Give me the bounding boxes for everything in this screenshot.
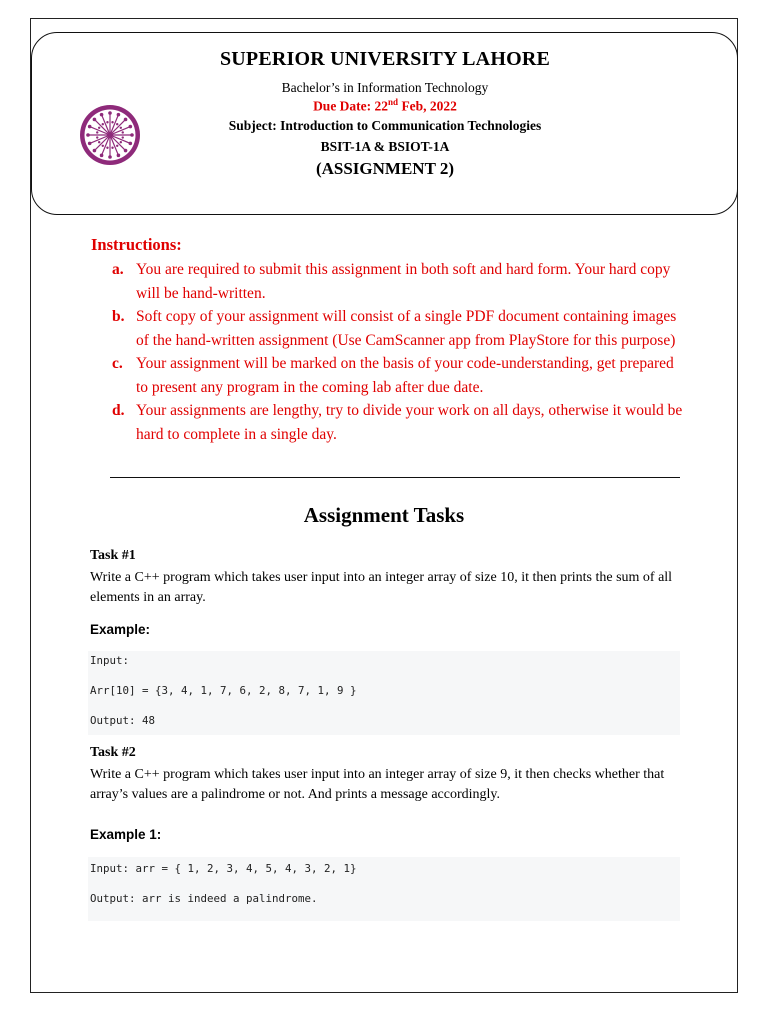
task1-heading: Task #1 (90, 548, 136, 563)
instruction-item (106, 305, 686, 352)
instruction-text: Your assignments are lengthy, try to divide your work on all days, otherwise it would be hard to complete in a single day. (136, 402, 683, 443)
instruction-text: You are required to submit this assignment in both soft and hard form. Your hard copy will be hand-written. (136, 261, 671, 302)
due-date-prefix: Due Date: 22 (313, 98, 389, 114)
program-name: Bachelor’s in Information Technology (281, 80, 489, 95)
class-sections: BSIT-1A & BSIOT-1A (320, 139, 450, 154)
due-date-suffix: Feb, 2022 (398, 98, 457, 114)
due-date (120, 97, 650, 115)
task1-code-block (88, 651, 680, 735)
task1-example-label: Example: (90, 622, 151, 637)
subject-line: Subject: Introduction to Communication Technologies (228, 118, 542, 133)
instruction-letter: a. (112, 261, 124, 278)
instructions-title: Instructions: (91, 235, 182, 254)
instruction-text: Your assignment will be marked on the basis of your code-understanding, get prepared to present any program in the coming lab after due date. (136, 355, 674, 396)
task2-example-label: Example 1: (90, 827, 162, 842)
code-line: Output: 48 (90, 714, 156, 727)
instruction-item (106, 399, 686, 446)
instructions-list (106, 258, 686, 446)
tasks-title: Assignment Tasks (303, 503, 465, 527)
assignment-number: (ASSIGNMENT 2) (315, 159, 455, 178)
instruction-item (106, 352, 686, 399)
due-date-ordinal: nd (388, 97, 399, 107)
university-name: SUPERIOR UNIVERSITY LAHORE (219, 48, 551, 70)
instruction-text: Soft copy of your assignment will consist of a single PDF document containing images of the hand-written assignment (Use CamScanner app from PlayStore for this purpose) (136, 308, 677, 349)
instruction-letter: b. (112, 308, 125, 325)
task2-description: Write a C++ program which takes user input into an integer array of size 9, it then checks whether that array’s values are a palindrome or not. And prints a message accordingly. (90, 767, 665, 802)
code-line: Arr[10] = {3, 4, 1, 7, 6, 2, 8, 7, 1, 9 } (90, 684, 357, 697)
task1-description: Write a C++ program which takes user input into an integer array of size 10, it then prints the sum of all elements in an array. (90, 570, 673, 605)
instruction-letter: d. (112, 402, 125, 419)
instruction-item (106, 258, 686, 305)
code-line: Input: arr = { 1, 2, 3, 4, 5, 4, 3, 2, 1} (90, 862, 357, 875)
task2-heading: Task #2 (90, 745, 136, 760)
code-line: Input: (90, 654, 130, 667)
section-divider (110, 477, 680, 478)
instruction-letter: c. (112, 355, 123, 372)
task2-code-block (88, 857, 680, 921)
code-line: Output: arr is indeed a palindrome. (90, 892, 318, 905)
